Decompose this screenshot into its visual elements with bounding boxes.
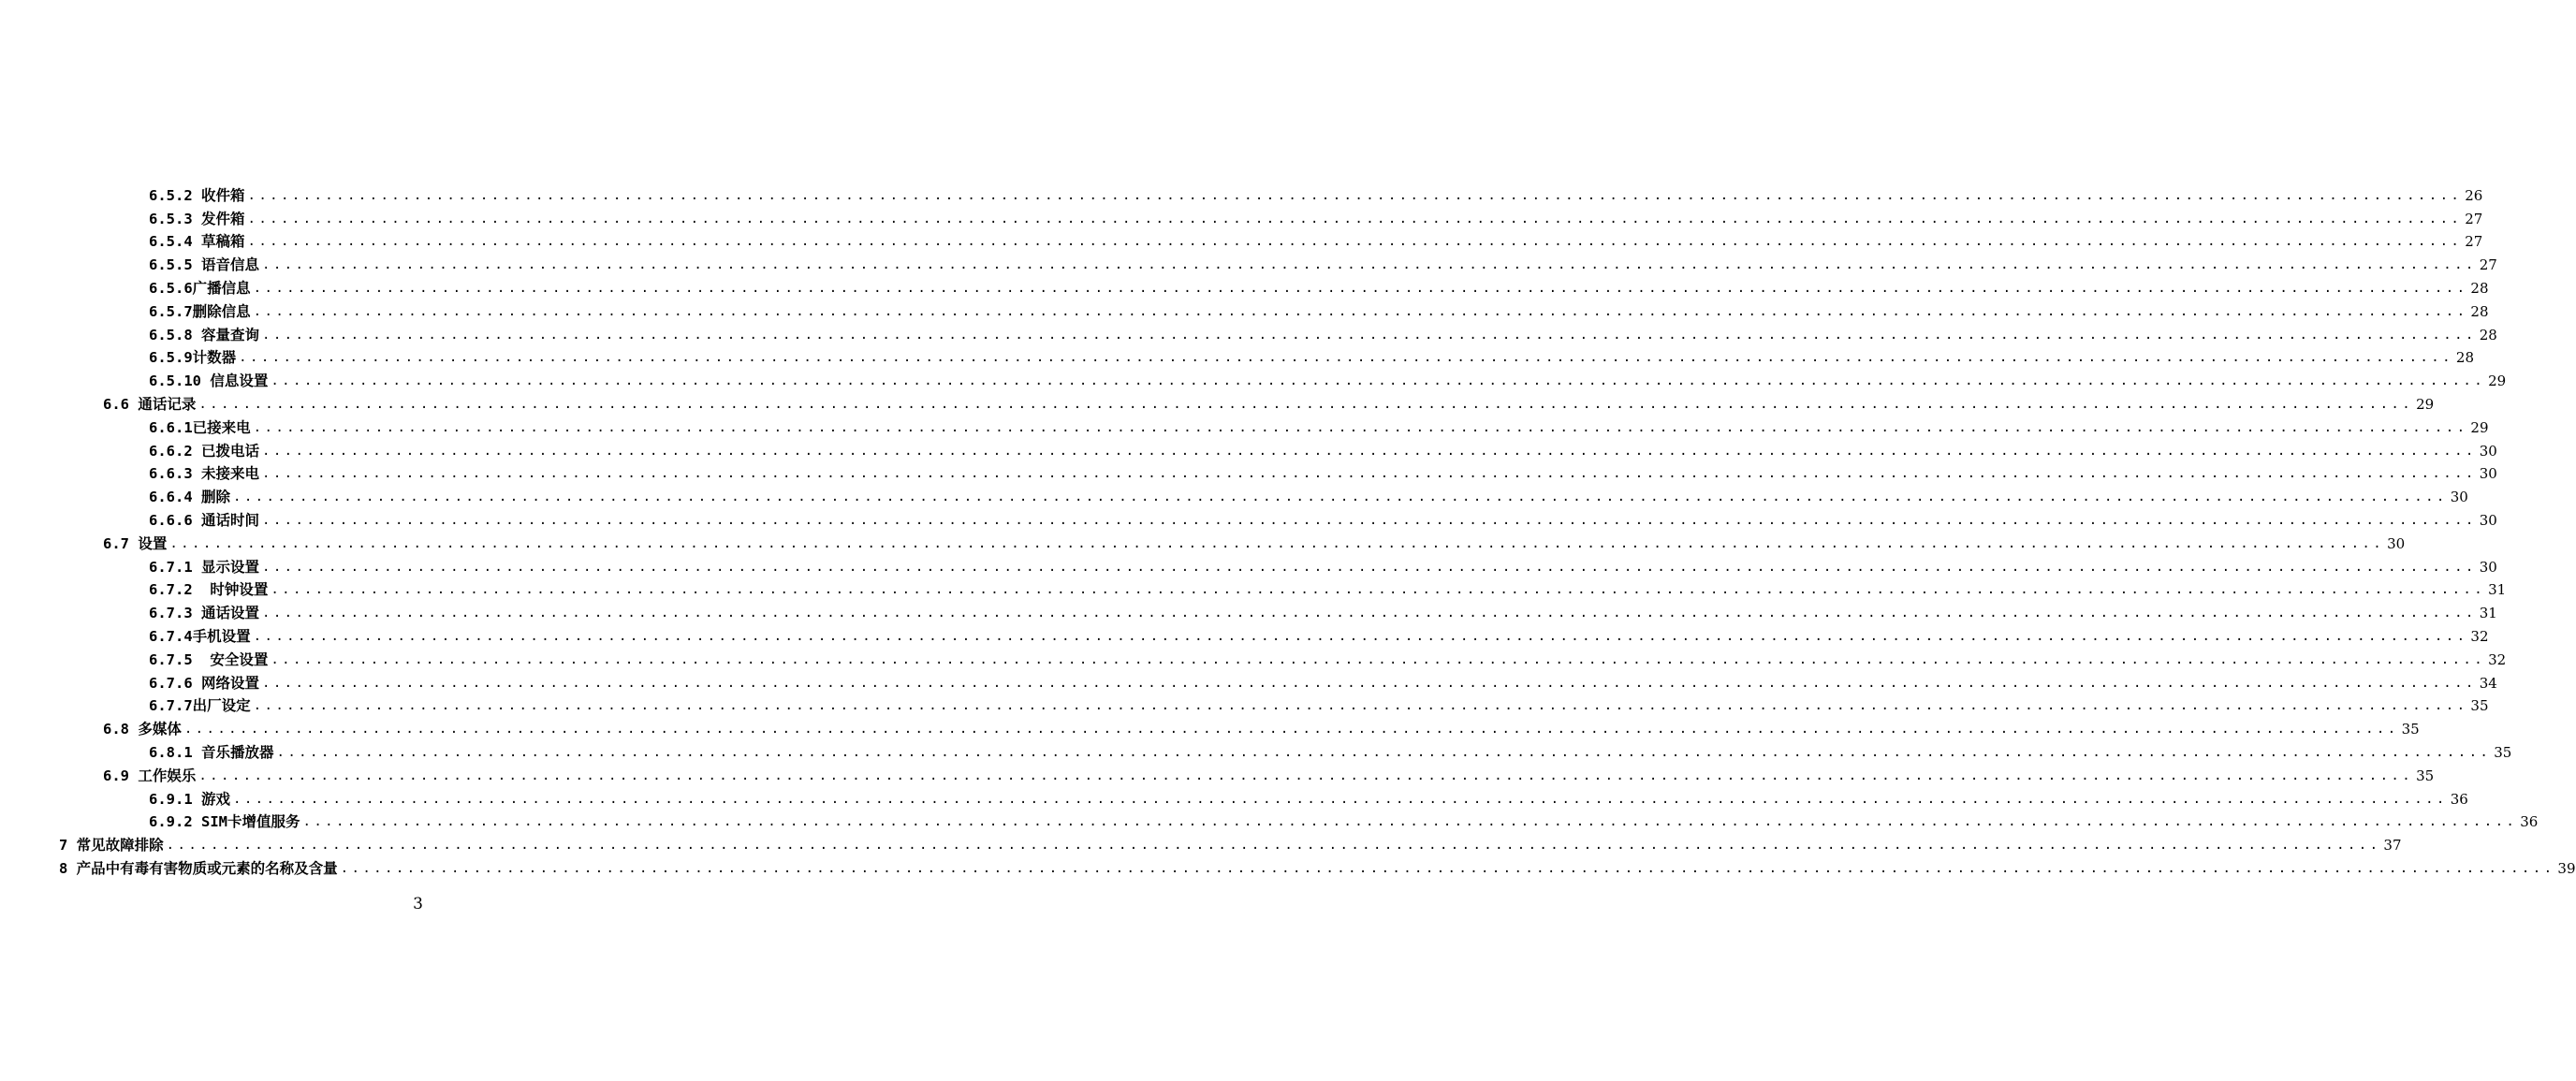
toc-entry[interactable] (0, 856, 2576, 880)
toc-dot-leader: ........................................................................................................................................................................................................ (247, 187, 2463, 203)
toc-dot-leader: ........................................................................................................................................................................................................ (198, 767, 2414, 783)
toc-dot-leader: ........................................................................................................................................................................................................ (253, 419, 2468, 435)
toc-dot-leader: ........................................................................................................................................................................................................ (262, 257, 2477, 273)
toc-entry[interactable] (0, 207, 2483, 230)
toc-entry-title: 6.5.2 收件箱 (149, 186, 245, 204)
toc-entry-title: 6.5.7删除信息 (149, 302, 251, 320)
toc-entry[interactable] (0, 253, 2497, 276)
toc-entry-page: 35 (2470, 697, 2489, 715)
toc-entry-title: 6.6.1已接来电 (149, 418, 251, 436)
toc-entry-page: 27 (2479, 256, 2497, 274)
table-of-contents (0, 183, 2576, 880)
toc-entry-page: 30 (2479, 465, 2497, 483)
toc-entry[interactable] (0, 485, 2468, 508)
toc-entry-page: 28 (2470, 279, 2489, 297)
toc-entry-page: 30 (2479, 558, 2497, 576)
toc-entry-title: 6.5.8 容量查询 (149, 326, 259, 343)
toc-entry-title: 6.7.6 网络设置 (149, 674, 259, 692)
toc-dot-leader: ........................................................................................................................................................................................................ (253, 303, 2468, 319)
toc-entry-title: 6.7.5 安全设置 (149, 650, 269, 668)
toc-entry-page: 30 (2479, 511, 2497, 529)
toc-entry[interactable] (0, 671, 2497, 694)
toc-dot-leader: ........................................................................................................................................................................................................ (253, 698, 2468, 714)
toc-dot-leader: ........................................................................................................................................................................................................ (198, 396, 2414, 412)
toc-entry-page: 29 (2416, 395, 2435, 413)
toc-entry-page: 30 (2479, 442, 2497, 460)
toc-dot-leader: ........................................................................................................................................................................................................ (247, 234, 2463, 250)
toc-entry-title: 6.5.3 发件箱 (149, 210, 245, 227)
toc-entry[interactable] (0, 717, 2420, 740)
toc-entry[interactable] (0, 276, 2489, 299)
toc-entry[interactable] (0, 532, 2406, 555)
toc-entry-page: 28 (2455, 349, 2475, 367)
toc-entry-title: 6.5.4 草稿箱 (149, 233, 245, 251)
toc-entry[interactable] (0, 555, 2497, 578)
toc-dot-leader: ........................................................................................................................................................................................................ (262, 466, 2477, 482)
toc-entry-page: 27 (2465, 233, 2483, 251)
toc-dot-leader: ........................................................................................................................................................................................................ (183, 722, 2399, 738)
toc-entry-title: 6.9.1 游戏 (149, 790, 230, 808)
page-number: 3 (413, 895, 423, 913)
toc-entry-title: 6.9 工作娱乐 (103, 767, 197, 784)
toc-dot-leader: ........................................................................................................................................................................................................ (253, 628, 2468, 644)
toc-entry-page: 30 (2387, 534, 2406, 552)
toc-dot-leader: ........................................................................................................................................................................................................ (233, 489, 2448, 505)
toc-dot-leader: ........................................................................................................................................................................................................ (262, 512, 2477, 528)
toc-entry-title: 7 常见故障排除 (59, 837, 164, 855)
toc-entry-title: 6.5.9计数器 (149, 349, 237, 367)
toc-dot-leader: ........................................................................................................................................................................................................ (262, 606, 2477, 621)
toc-dot-leader: ........................................................................................................................................................................................................ (233, 791, 2448, 807)
toc-entry-page: 29 (2488, 373, 2507, 390)
toc-dot-leader: ........................................................................................................................................................................................................ (262, 559, 2477, 575)
toc-dot-leader: ........................................................................................................................................................................................................ (302, 814, 2518, 830)
toc-entry-title: 6.7.3 通话设置 (149, 605, 259, 622)
toc-entry[interactable] (0, 369, 2507, 392)
toc-entry-title: 6.6 通话记录 (103, 395, 197, 413)
toc-entry-page: 35 (2494, 743, 2512, 761)
toc-dot-leader: ........................................................................................................................................................................................................ (276, 744, 2492, 760)
toc-dot-leader: ........................................................................................................................................................................................................ (247, 211, 2463, 226)
toc-entry[interactable] (0, 787, 2468, 811)
toc-entry-page: 32 (2488, 650, 2507, 668)
toc-entry-page: 36 (2520, 813, 2539, 831)
toc-entry-page: 28 (2470, 302, 2489, 320)
toc-dot-leader: ........................................................................................................................................................................................................ (271, 651, 2486, 667)
toc-entry-page: 32 (2470, 627, 2489, 645)
toc-entry[interactable] (0, 624, 2489, 648)
toc-entry[interactable] (0, 833, 2402, 856)
toc-dot-leader: ........................................................................................................................................................................................................ (166, 838, 2381, 854)
toc-entry[interactable] (0, 811, 2539, 834)
toc-entry-page: 27 (2465, 210, 2483, 227)
toc-entry[interactable] (0, 346, 2475, 370)
toc-entry-page: 31 (2488, 581, 2507, 599)
toc-entry[interactable] (0, 578, 2507, 602)
toc-dot-leader: ........................................................................................................................................................................................................ (262, 327, 2477, 343)
toc-entry[interactable] (0, 740, 2512, 764)
toc-entry[interactable] (0, 764, 2435, 787)
toc-entry-title: 6.5.5 语音信息 (149, 256, 259, 274)
toc-entry[interactable] (0, 323, 2497, 346)
toc-entry-title: 6.6.6 通话时间 (149, 511, 259, 529)
toc-dot-leader: ........................................................................................................................................................................................................ (169, 535, 2385, 551)
toc-entry[interactable] (0, 694, 2489, 718)
toc-entry-page: 37 (2383, 837, 2402, 855)
toc-dot-leader: ........................................................................................................................................................................................................ (271, 373, 2486, 389)
toc-entry-page: 26 (2465, 186, 2483, 204)
toc-entry-title: 6.5.10 信息设置 (149, 373, 269, 390)
toc-entry[interactable] (0, 299, 2489, 323)
toc-dot-leader: ........................................................................................................................................................................................................ (340, 860, 2555, 876)
toc-entry-title: 6.7 设置 (103, 534, 168, 552)
toc-entry-page: 39 (2557, 859, 2576, 877)
toc-entry[interactable] (0, 230, 2483, 254)
toc-entry[interactable] (0, 439, 2497, 462)
toc-entry-page: 30 (2450, 489, 2468, 506)
toc-dot-leader: ........................................................................................................................................................................................................ (253, 280, 2468, 296)
toc-entry-title: 6.9.2 SIM卡增值服务 (149, 813, 300, 831)
toc-dot-leader: ........................................................................................................................................................................................................ (239, 350, 2453, 366)
toc-entry-title: 6.8 多媒体 (103, 721, 182, 738)
toc-entry-title: 6.6.2 已拨电话 (149, 442, 259, 460)
toc-entry[interactable] (0, 648, 2507, 671)
toc-entry-page: 29 (2470, 418, 2489, 436)
toc-entry-page: 35 (2416, 767, 2435, 784)
toc-entry-title: 6.6.4 删除 (149, 489, 230, 506)
toc-dot-leader: ........................................................................................................................................................................................................ (271, 582, 2486, 598)
toc-entry-title: 6.6.3 未接来电 (149, 465, 259, 483)
toc-entry-page: 36 (2450, 790, 2468, 808)
toc-dot-leader: ........................................................................................................................................................................................................ (262, 675, 2477, 691)
toc-entry[interactable] (0, 508, 2497, 532)
toc-entry-page: 34 (2479, 674, 2497, 692)
toc-entry-title: 6.7.4手机设置 (149, 627, 251, 645)
toc-entry[interactable] (0, 183, 2483, 207)
toc-entry-title: 6.7.2 时钟设置 (149, 581, 269, 599)
toc-entry[interactable] (0, 392, 2435, 416)
toc-entry[interactable] (0, 462, 2497, 486)
toc-entry-title: 8 产品中有毒有害物质或元素的名称及含量 (59, 859, 338, 877)
toc-entry[interactable] (0, 416, 2489, 439)
toc-entry-title: 6.5.6广播信息 (149, 279, 251, 297)
toc-entry[interactable] (0, 601, 2497, 624)
toc-entry-title: 6.8.1 音乐播放器 (149, 743, 274, 761)
toc-entry-page: 31 (2479, 605, 2497, 622)
toc-entry-title: 6.7.1 显示设置 (149, 558, 259, 576)
toc-dot-leader: ........................................................................................................................................................................................................ (262, 443, 2477, 459)
toc-entry-title: 6.7.7出厂设定 (149, 697, 251, 715)
toc-entry-page: 35 (2401, 721, 2420, 738)
toc-entry-page: 28 (2479, 326, 2497, 343)
